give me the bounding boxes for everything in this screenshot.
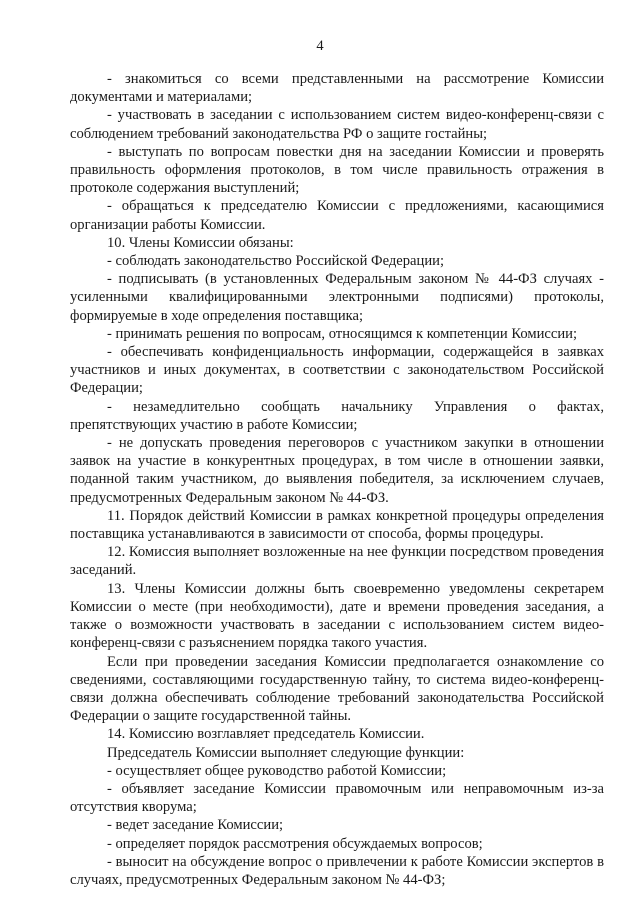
paragraph-duty-sign-protocols: - подписывать (в установленных Федеральным законом № 44-ФЗ случаях - усиленными квалифицированными электронными подписями) протоколы, формируемые в ходе определения поставщика; — [70, 271, 604, 324]
paragraph-duty-report-obstacles: - незамедлительно сообщать начальнику Управления о фактах, препятствующих участию в работе Комиссии; — [70, 398, 604, 433]
paragraph-duty-confidentiality: - обеспечивать конфиденциальность информации, содержащейся в заявках участников и иных документах, в соответствии с законодательством Российской Федерации; — [70, 344, 604, 397]
paragraph-duty-make-decisions: - принимать решения по вопросам, относящимся к компетенции Комиссии; — [107, 325, 578, 342]
paragraph-section-11: 11. Порядок действий Комиссии в рамках конкретной процедуры определения поставщика устанавливаются в зависимости от способа, формы процедуры. — [70, 507, 604, 543]
document-body — [70, 70, 604, 889]
paragraph-section-10-heading: 10. Члены Комиссии обязаны: — [107, 234, 294, 251]
paragraph-section-12: 12. Комиссия выполняет возложенные на нее функции посредством проведения заседаний. — [70, 544, 604, 579]
page-number: 4 — [316, 38, 324, 54]
paragraph-section-13: 13. Члены Комиссии должны быть своевременно уведомлены секретарем Комиссии о месте (при необходимости), дате и времени проведения заседания, а также о возможности участвовать в заседании с использованием систем видео-конференц-связи с разъяснением порядка такого участия. — [70, 580, 604, 652]
paragraph-chair-conduct-meeting: - ведет заседание Комиссии; — [107, 817, 284, 834]
paragraph-state-secret: Если при проведении заседания Комиссии предполагается ознакомление со сведениями, составляющими государственную тайну, то система видео-конференц-связи должна обеспечивать соблюдение требований законодательства Российской Федерации о защите государственной тайны. — [70, 653, 604, 725]
paragraph-chair-experts: - выносит на обсуждение вопрос о привлечении к работе Комиссии экспертов в случаях, предусмотренных Федеральным законом № 44-ФЗ; — [70, 853, 604, 888]
paragraph-duty-comply-law: - соблюдать законодательство Российской Федерации; — [107, 253, 445, 270]
paragraph-chair-general-management: - осуществляет общее руководство работой Комиссии; — [107, 762, 447, 779]
paragraph-right-speak-agenda: - выступать по вопросам повестки дня на заседании Комиссии и проверять правильность оформления протоколов, в том числе правильность отражения в протоколе содержания выступлений; — [70, 143, 604, 197]
paragraph-chair-functions-heading: Председатель Комиссии выполняет следующие функции: — [107, 744, 465, 761]
paragraph-section-14: 14. Комиссию возглавляет председатель Комиссии. — [107, 726, 425, 743]
paragraph-right-review-documents: - знакомиться со всеми представленными на рассмотрение Комиссии документами и материалами; — [70, 71, 604, 106]
paragraph-right-video-conference: - участвовать в заседании с использованием систем видео-конференц-связи с соблюдением требований законодательства РФ о защите гостайны; — [70, 107, 604, 142]
paragraph-chair-order-of-questions: - определяет порядок рассмотрения обсуждаемых вопросов; — [107, 835, 483, 852]
paragraph-duty-no-negotiations: - не допускать проведения переговоров с участником закупки в отношении заявок на участие в конкурентных процедурах, в том числе в отношении заявки, поданной таким участником, до выявления победителя, за исключением случаев, предусмотренных Федеральным законом № 44-ФЗ. — [70, 435, 604, 506]
paragraph-right-proposals: - обращаться к председателю Комиссии с предложениями, касающимися организации работы Комиссии. — [70, 198, 604, 233]
paragraph-chair-quorum: - объявляет заседание Комиссии правомочным или неправомочным из-за отсутствия кворума; — [70, 780, 604, 816]
